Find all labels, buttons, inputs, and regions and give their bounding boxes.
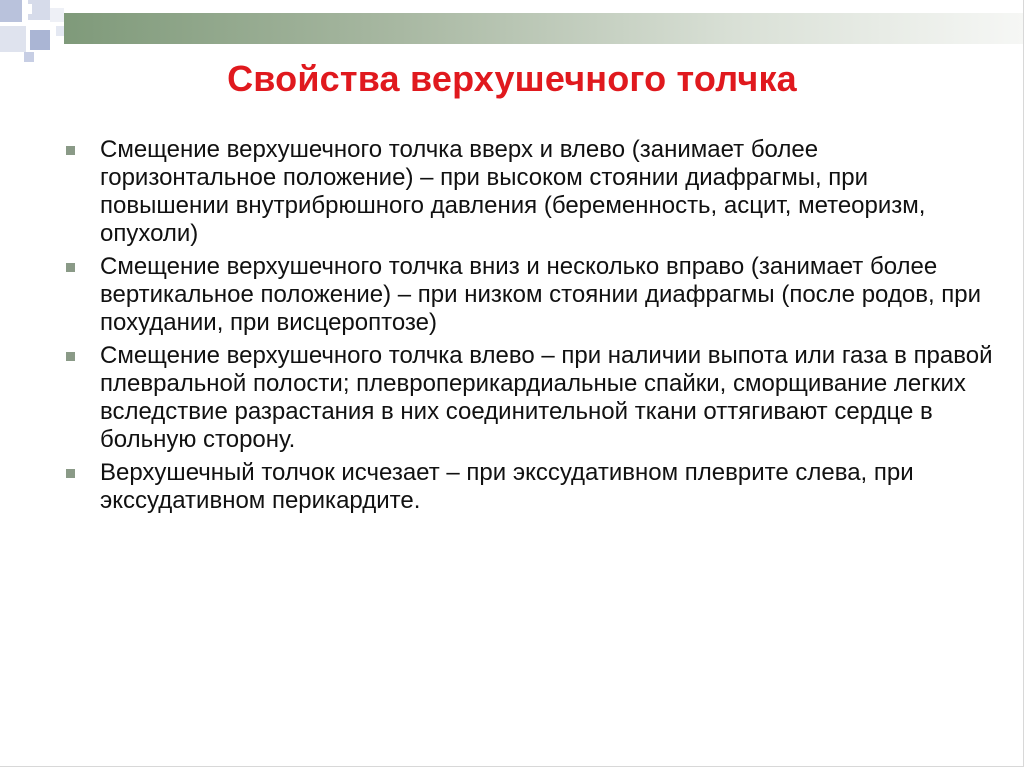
list-item-text: Смещение верхушечного толчка вниз и несколько вправо (занимает более вертикальное положение) – при низком стоянии диафрагмы (после родов, при похудании, при висцероптозе) <box>100 253 982 336</box>
list-item-text: Смещение верхушечного толчка влево – при наличии выпота или газа в правой плевральной полости; плевроперикардиальные спайки, сморщивание легких вследствие разрастания в них соединительной ткани оттягивают сердце в больную сторону. <box>100 342 993 453</box>
decorative-square <box>50 8 64 22</box>
decorative-square <box>0 0 22 22</box>
list-item <box>66 459 996 515</box>
list-item <box>66 136 996 248</box>
slide-title: Свойства верхушечного толчка <box>227 58 797 99</box>
decorative-square <box>30 30 50 50</box>
bullet-list <box>66 136 996 520</box>
list-item-text: Смещение верхушечного толчка вверх и влево (занимает более горизонтальное положение) – при высоком стоянии диафрагмы, при повышении внутрибрюшного давления (беременность, асцит, метеоризм, опухоли) <box>100 136 926 247</box>
square-bullet-icon <box>66 146 75 155</box>
header-gradient-bar <box>64 13 1024 44</box>
list-item <box>66 342 996 454</box>
decorative-square <box>22 4 32 14</box>
list-item <box>66 253 996 337</box>
square-bullet-icon <box>66 469 75 478</box>
square-bullet-icon <box>66 263 75 272</box>
list-item-text: Верхушечный толчок исчезает – при экссудативном плеврите слева, при экссудативном перикардите. <box>100 459 914 514</box>
decorative-square <box>0 26 26 52</box>
square-bullet-icon <box>66 352 75 361</box>
